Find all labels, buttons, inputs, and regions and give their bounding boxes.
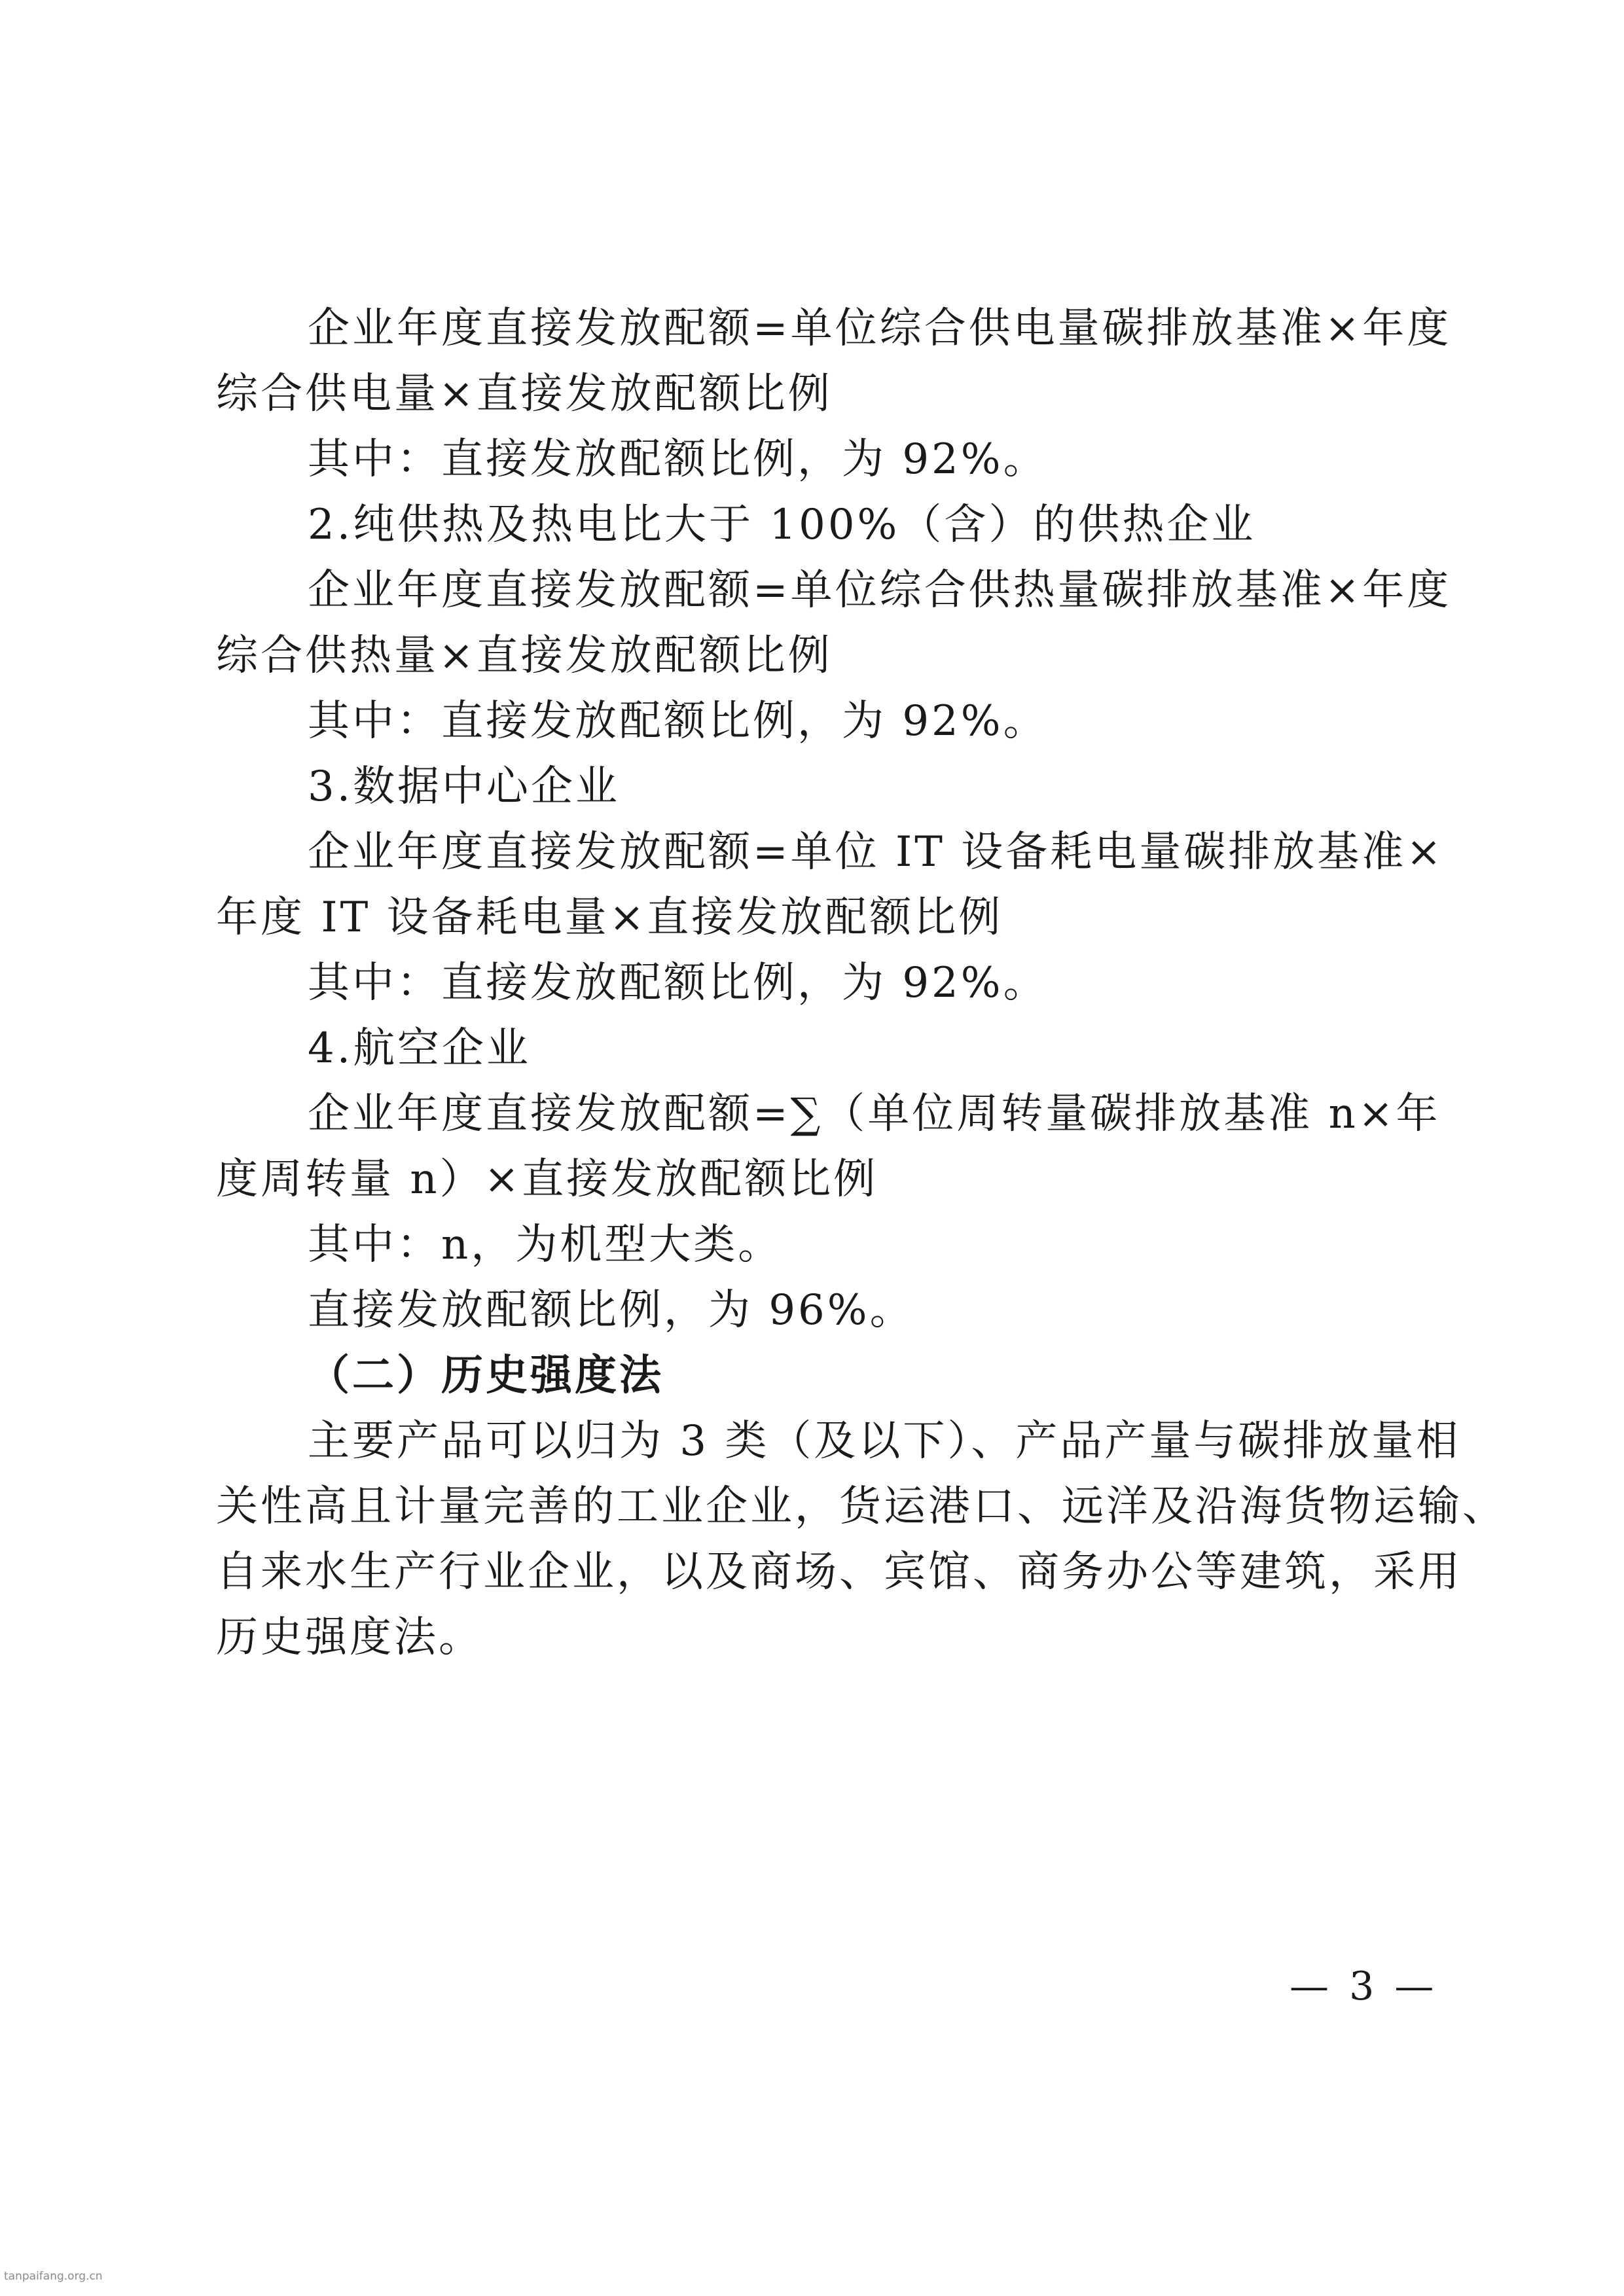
paragraph: 企业年度直接发放配额=单位综合供电量碳排放基准×年度 [308, 304, 1452, 353]
paragraph: 其中：直接发放配额比例，为 92%。 [308, 697, 1048, 745]
section-heading: （二）历史强度法 [308, 1351, 664, 1400]
paragraph: 自来水生产行业企业，以及商场、宾馆、商务办公等建筑，采用 [216, 1548, 1462, 1596]
section-item-3: 3.数据中心企业 [308, 762, 621, 811]
paragraph: 企业年度直接发放配额=单位综合供热量碳排放基准×年度 [308, 566, 1452, 615]
paragraph: 综合供热量×直接发放配额比例 [216, 632, 833, 680]
paragraph: 其中：直接发放配额比例，为 92%。 [308, 435, 1048, 484]
paragraph: 其中：n，为机型大类。 [308, 1221, 783, 1269]
paragraph: 年度 IT 设备耗电量×直接发放配额比例 [216, 893, 1003, 942]
paragraph: 综合供电量×直接发放配额比例 [216, 370, 833, 418]
paragraph: 度周转量 n）×直接发放配额比例 [216, 1155, 878, 1204]
paragraph: 企业年度直接发放配额=单位 IT 设备耗电量碳排放基准× [308, 828, 1444, 876]
paragraph: 主要产品可以归为 3 类（及以下）、产品产量与碳排放量相 [308, 1417, 1461, 1465]
paragraph: 历史强度法。 [216, 1613, 483, 1662]
paragraph: 直接发放配额比例，为 96%。 [308, 1286, 914, 1335]
paragraph: 企业年度直接发放配额=∑（单位周转量碳排放基准 n×年 [308, 1090, 1441, 1138]
section-item-4: 4.航空企业 [308, 1024, 532, 1073]
section-item-2: 2.纯供热及热电比大于 100%（含）的供热企业 [308, 501, 1256, 549]
paragraph: 其中：直接发放配额比例，为 92%。 [308, 959, 1048, 1007]
paragraph: 关性高且计量完善的工业企业，货运港口、远洋及沿海货物运输、 [216, 1482, 1507, 1531]
page-number: — 3 — [1290, 1964, 1438, 2009]
watermark-text: tanpaifang.org.cn [4, 2270, 103, 2283]
document-body [216, 296, 1507, 1670]
